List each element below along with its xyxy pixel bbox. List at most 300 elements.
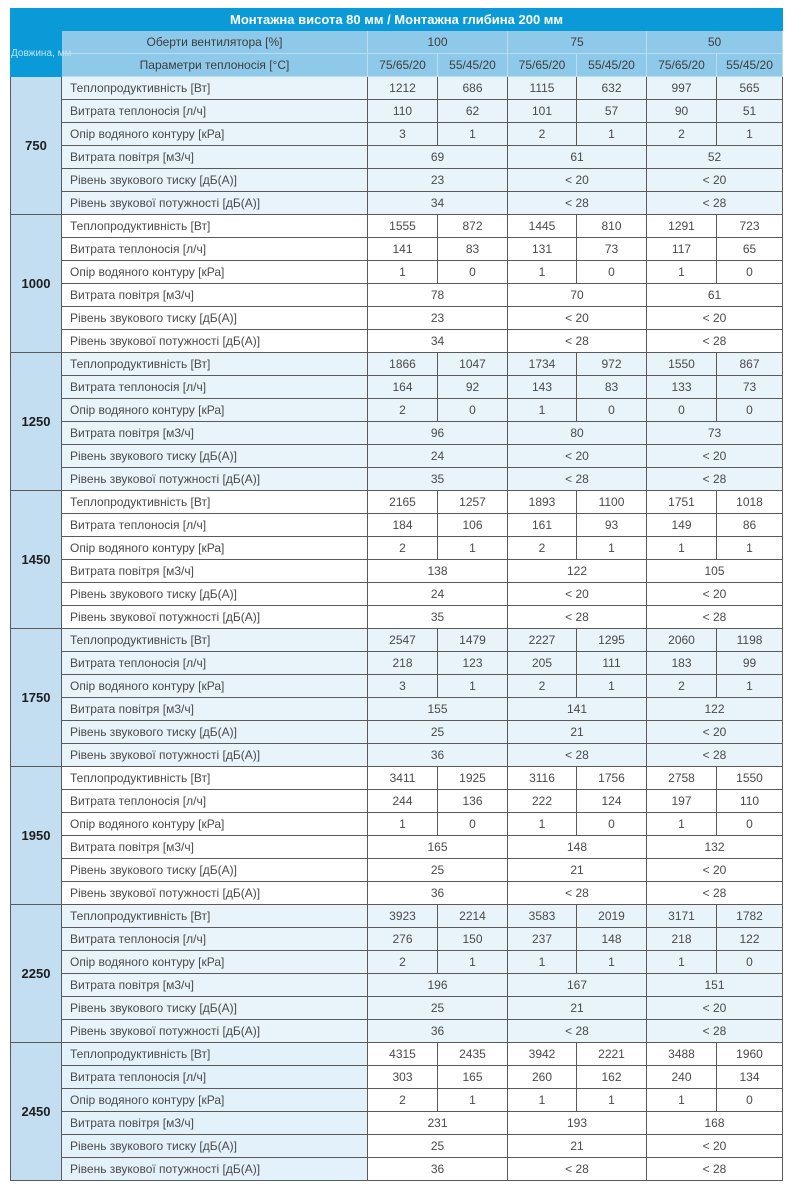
- table-row: [11, 1020, 783, 1043]
- value-cell: 25: [368, 1135, 508, 1158]
- parameter-label: Витрата повітря [м3/ч]: [62, 1112, 368, 1135]
- value-cell: 1: [438, 537, 508, 560]
- value-cell: 0: [438, 813, 508, 836]
- parameter-label: Рівень звукового тиску [дБ(А)]: [62, 1135, 368, 1158]
- value-cell: 872: [438, 215, 508, 238]
- value-cell: 1: [368, 813, 438, 836]
- coolant-param: 75/65/20: [368, 54, 438, 77]
- value-cell: 25: [368, 997, 508, 1020]
- value-cell: 1: [577, 1089, 647, 1112]
- value-cell: 106: [438, 514, 508, 537]
- table-row: [11, 675, 783, 698]
- value-cell: 1: [647, 261, 717, 284]
- value-cell: 164: [368, 376, 438, 399]
- value-cell: < 28: [508, 330, 647, 353]
- value-cell: 1: [647, 813, 717, 836]
- parameter-label: Опір водяного контуру [кРа]: [62, 813, 368, 836]
- value-cell: < 20: [508, 583, 647, 606]
- coolant-param: 55/45/20: [438, 54, 508, 77]
- value-cell: 1445: [508, 215, 577, 238]
- table-row: [11, 698, 783, 721]
- value-cell: 105: [647, 560, 783, 583]
- value-cell: 122: [647, 698, 783, 721]
- parameter-label: Теплопродуктивність [Вт]: [62, 767, 368, 790]
- value-cell: 1: [438, 123, 508, 146]
- fan-speed-header-row: [11, 31, 783, 54]
- table-row: [11, 928, 783, 951]
- value-cell: < 20: [647, 859, 783, 882]
- parameter-label: Рівень звукового тиску [дБ(А)]: [62, 445, 368, 468]
- parameter-label: Витрата повітря [м3/ч]: [62, 836, 368, 859]
- table-row: [11, 629, 783, 652]
- table-row: [11, 1112, 783, 1135]
- table-row: [11, 721, 783, 744]
- parameter-label: Витрата теплоносія [л/ч]: [62, 790, 368, 813]
- parameter-label: Теплопродуктивність [Вт]: [62, 491, 368, 514]
- value-cell: 36: [368, 882, 508, 905]
- length-header: [11, 31, 72, 77]
- value-cell: 93: [577, 514, 647, 537]
- parameter-label: Опір водяного контуру [кРа]: [62, 123, 368, 146]
- parameter-label: Витрата повітря [м3/ч]: [62, 284, 368, 307]
- table-row: [11, 537, 783, 560]
- parameter-label: Опір водяного контуру [кРа]: [62, 951, 368, 974]
- spec-table: [10, 8, 783, 1181]
- value-cell: 36: [368, 1158, 508, 1181]
- value-cell: 205: [508, 652, 577, 675]
- parameter-label: Витрата повітря [м3/ч]: [62, 974, 368, 997]
- value-cell: 35: [368, 468, 508, 491]
- parameter-label: Опір водяного контуру [кРа]: [62, 675, 368, 698]
- value-cell: 2: [508, 675, 577, 698]
- value-cell: 1: [368, 261, 438, 284]
- coolant-param: 55/45/20: [577, 54, 647, 77]
- value-cell: 134: [717, 1066, 783, 1089]
- value-cell: 303: [368, 1066, 438, 1089]
- table-row: [11, 261, 783, 284]
- value-cell: 244: [368, 790, 438, 813]
- value-cell: 3488: [647, 1043, 717, 1066]
- value-cell: 2: [368, 951, 438, 974]
- table-row: [11, 560, 783, 583]
- value-cell: 148: [577, 928, 647, 951]
- parameter-label: Рівень звукової потужності [дБ(А)]: [62, 744, 368, 767]
- value-cell: < 20: [508, 445, 647, 468]
- value-cell: 1479: [438, 629, 508, 652]
- parameter-label: Витрата теплоносія [л/ч]: [62, 238, 368, 261]
- value-cell: 73: [647, 422, 783, 445]
- value-cell: 2: [368, 537, 438, 560]
- table-row: [11, 1089, 783, 1112]
- value-cell: < 28: [508, 1158, 647, 1181]
- table-row: [11, 215, 783, 238]
- value-cell: 110: [368, 100, 438, 123]
- value-cell: < 28: [647, 1020, 783, 1043]
- value-cell: 73: [717, 376, 783, 399]
- value-cell: 197: [647, 790, 717, 813]
- fan-speed-100: 100: [368, 31, 508, 54]
- value-cell: 3: [368, 675, 438, 698]
- parameter-label: Теплопродуктивність [Вт]: [62, 1043, 368, 1066]
- coolant-params-label: Параметри теплоносія [°C]: [62, 54, 368, 77]
- value-cell: 117: [647, 238, 717, 261]
- value-cell: 92: [438, 376, 508, 399]
- value-cell: 686: [438, 77, 508, 100]
- value-cell: 1893: [508, 491, 577, 514]
- parameter-label: Рівень звукової потужності [дБ(А)]: [62, 468, 368, 491]
- value-cell: 1782: [717, 905, 783, 928]
- value-cell: 61: [647, 284, 783, 307]
- value-cell: 21: [508, 997, 647, 1020]
- value-cell: 0: [717, 1089, 783, 1112]
- length-value: 1000: [11, 215, 62, 353]
- title-row: [11, 9, 783, 31]
- value-cell: < 20: [508, 169, 647, 192]
- value-cell: 240: [647, 1066, 717, 1089]
- table-row: [11, 468, 783, 491]
- value-cell: 1: [508, 399, 577, 422]
- value-cell: < 28: [647, 468, 783, 491]
- value-cell: < 28: [508, 606, 647, 629]
- value-cell: 1756: [577, 767, 647, 790]
- coolant-param: 55/45/20: [717, 54, 783, 77]
- value-cell: 2: [508, 537, 577, 560]
- table-row: [11, 882, 783, 905]
- table-row: [11, 330, 783, 353]
- table-row: [11, 307, 783, 330]
- value-cell: 218: [368, 652, 438, 675]
- parameter-label: Опір водяного контуру [кРа]: [62, 261, 368, 284]
- table-row: [11, 100, 783, 123]
- fan-speed-label: Оберти вентилятора [%]: [62, 31, 368, 54]
- parameter-label: Витрата повітря [м3/ч]: [62, 422, 368, 445]
- value-cell: 132: [647, 836, 783, 859]
- value-cell: 2: [647, 675, 717, 698]
- value-cell: 2547: [368, 629, 438, 652]
- parameter-label: Витрата теплоносія [л/ч]: [62, 100, 368, 123]
- table-row: [11, 445, 783, 468]
- value-cell: 57: [577, 100, 647, 123]
- value-cell: 1: [577, 123, 647, 146]
- value-cell: < 20: [647, 169, 783, 192]
- value-cell: 2060: [647, 629, 717, 652]
- table-row: [11, 974, 783, 997]
- value-cell: 124: [577, 790, 647, 813]
- value-cell: 0: [717, 261, 783, 284]
- value-cell: 723: [717, 215, 783, 238]
- value-cell: 565: [717, 77, 783, 100]
- parameter-label: Опір водяного контуру [кРа]: [62, 399, 368, 422]
- value-cell: 78: [368, 284, 508, 307]
- value-cell: 1: [647, 1089, 717, 1112]
- parameter-label: Витрата теплоносія [л/ч]: [62, 928, 368, 951]
- value-cell: 1: [508, 813, 577, 836]
- value-cell: 21: [508, 1135, 647, 1158]
- value-cell: 1: [717, 537, 783, 560]
- value-cell: 21: [508, 859, 647, 882]
- value-cell: 1751: [647, 491, 717, 514]
- value-cell: 136: [438, 790, 508, 813]
- parameter-label: Теплопродуктивність [Вт]: [62, 905, 368, 928]
- value-cell: 2227: [508, 629, 577, 652]
- value-cell: 1100: [577, 491, 647, 514]
- value-cell: 0: [577, 399, 647, 422]
- value-cell: 997: [647, 77, 717, 100]
- value-cell: 96: [368, 422, 508, 445]
- value-cell: 83: [577, 376, 647, 399]
- value-cell: 141: [368, 238, 438, 261]
- value-cell: 62: [438, 100, 508, 123]
- length-value: 2250: [11, 905, 62, 1043]
- parameter-label: Витрата теплоносія [л/ч]: [62, 1066, 368, 1089]
- table-row: [11, 606, 783, 629]
- parameter-label: Рівень звукового тиску [дБ(А)]: [62, 583, 368, 606]
- value-cell: < 20: [647, 721, 783, 744]
- value-cell: 260: [508, 1066, 577, 1089]
- value-cell: 25: [368, 859, 508, 882]
- value-cell: 1: [438, 1089, 508, 1112]
- table-row: [11, 284, 783, 307]
- table-row: [11, 859, 783, 882]
- value-cell: 61: [508, 146, 647, 169]
- value-cell: 1: [717, 123, 783, 146]
- value-cell: 1: [438, 951, 508, 974]
- value-cell: 1960: [717, 1043, 783, 1066]
- value-cell: 0: [717, 813, 783, 836]
- value-cell: 3: [368, 123, 438, 146]
- value-cell: 2221: [577, 1043, 647, 1066]
- value-cell: 90: [647, 100, 717, 123]
- value-cell: 162: [577, 1066, 647, 1089]
- parameter-label: Рівень звукового тиску [дБ(А)]: [62, 169, 368, 192]
- value-cell: 1257: [438, 491, 508, 514]
- value-cell: 99: [717, 652, 783, 675]
- value-cell: 1: [438, 675, 508, 698]
- value-cell: 1047: [438, 353, 508, 376]
- value-cell: 24: [368, 583, 508, 606]
- value-cell: 2165: [368, 491, 438, 514]
- value-cell: < 28: [508, 744, 647, 767]
- value-cell: 138: [368, 560, 508, 583]
- value-cell: < 28: [508, 882, 647, 905]
- value-cell: 1: [647, 951, 717, 974]
- value-cell: < 28: [508, 1020, 647, 1043]
- parameter-label: Витрата теплоносія [л/ч]: [62, 652, 368, 675]
- value-cell: 110: [717, 790, 783, 813]
- length-value: 750: [11, 77, 62, 215]
- parameter-label: Теплопродуктивність [Вт]: [62, 215, 368, 238]
- length-value: 2450: [11, 1043, 62, 1181]
- value-cell: 3171: [647, 905, 717, 928]
- length-value: 1950: [11, 767, 62, 905]
- value-cell: 1295: [577, 629, 647, 652]
- value-cell: 1115: [508, 77, 577, 100]
- value-cell: 1: [508, 951, 577, 974]
- coolant-param: 75/65/20: [508, 54, 577, 77]
- parameter-label: Витрата повітря [м3/ч]: [62, 560, 368, 583]
- table-row: [11, 192, 783, 215]
- value-cell: < 20: [647, 445, 783, 468]
- value-cell: 21: [508, 721, 647, 744]
- value-cell: 34: [368, 330, 508, 353]
- value-cell: 0: [438, 261, 508, 284]
- value-cell: < 20: [647, 583, 783, 606]
- value-cell: 65: [717, 238, 783, 261]
- table-row: [11, 1135, 783, 1158]
- value-cell: 155: [368, 698, 508, 721]
- parameter-label: Витрата теплоносія [л/ч]: [62, 376, 368, 399]
- value-cell: 183: [647, 652, 717, 675]
- value-cell: 141: [508, 698, 647, 721]
- value-cell: 1212: [368, 77, 438, 100]
- value-cell: 0: [717, 399, 783, 422]
- value-cell: 1198: [717, 629, 783, 652]
- parameter-label: Рівень звукового тиску [дБ(А)]: [62, 721, 368, 744]
- value-cell: 35: [368, 606, 508, 629]
- table-row: [11, 652, 783, 675]
- value-cell: 867: [717, 353, 783, 376]
- table-row: [11, 583, 783, 606]
- table-row: [11, 1066, 783, 1089]
- value-cell: 0: [647, 399, 717, 422]
- value-cell: 25: [368, 721, 508, 744]
- parameter-label: Рівень звукової потужності [дБ(А)]: [62, 1158, 368, 1181]
- length-value: 1250: [11, 353, 62, 491]
- value-cell: 0: [438, 399, 508, 422]
- value-cell: 810: [577, 215, 647, 238]
- parameter-label: Витрата теплоносія [л/ч]: [62, 514, 368, 537]
- table-row: [11, 836, 783, 859]
- table-row: [11, 169, 783, 192]
- value-cell: 3411: [368, 767, 438, 790]
- table-row: [11, 491, 783, 514]
- value-cell: 52: [647, 146, 783, 169]
- value-cell: 2758: [647, 767, 717, 790]
- table-title: Монтажна висота 80 мм / Монтажна глибина 200 мм: [11, 9, 783, 31]
- length-value: 1750: [11, 629, 62, 767]
- value-cell: 1: [577, 537, 647, 560]
- parameter-label: Теплопродуктивність [Вт]: [62, 77, 368, 100]
- value-cell: 123: [438, 652, 508, 675]
- value-cell: 168: [647, 1112, 783, 1135]
- value-cell: 196: [368, 974, 508, 997]
- table-row: [11, 123, 783, 146]
- parameter-label: Рівень звукової потужності [дБ(А)]: [62, 330, 368, 353]
- value-cell: 122: [508, 560, 647, 583]
- value-cell: 2: [647, 123, 717, 146]
- coolant-param: 75/65/20: [647, 54, 717, 77]
- value-cell: 1: [577, 675, 647, 698]
- table-row: [11, 376, 783, 399]
- value-cell: 3116: [508, 767, 577, 790]
- value-cell: 131: [508, 238, 577, 261]
- value-cell: < 20: [647, 1135, 783, 1158]
- parameter-label: Рівень звукової потужності [дБ(А)]: [62, 606, 368, 629]
- value-cell: < 28: [508, 192, 647, 215]
- value-cell: 0: [717, 951, 783, 974]
- value-cell: < 28: [647, 744, 783, 767]
- value-cell: 101: [508, 100, 577, 123]
- table-row: [11, 790, 783, 813]
- value-cell: 143: [508, 376, 577, 399]
- table-row: [11, 1158, 783, 1181]
- value-cell: 1555: [368, 215, 438, 238]
- value-cell: 111: [577, 652, 647, 675]
- value-cell: 150: [438, 928, 508, 951]
- table-row: [11, 1043, 783, 1066]
- value-cell: 1291: [647, 215, 717, 238]
- parameter-label: Рівень звукового тиску [дБ(А)]: [62, 997, 368, 1020]
- value-cell: 1734: [508, 353, 577, 376]
- value-cell: 36: [368, 1020, 508, 1043]
- value-cell: 149: [647, 514, 717, 537]
- value-cell: 122: [717, 928, 783, 951]
- value-cell: 237: [508, 928, 577, 951]
- value-cell: < 28: [647, 192, 783, 215]
- value-cell: 1550: [647, 353, 717, 376]
- value-cell: 222: [508, 790, 577, 813]
- table-row: [11, 353, 783, 376]
- value-cell: 184: [368, 514, 438, 537]
- table-row: [11, 744, 783, 767]
- table-row: [11, 146, 783, 169]
- value-cell: 167: [508, 974, 647, 997]
- value-cell: 218: [647, 928, 717, 951]
- value-cell: 2: [508, 123, 577, 146]
- parameter-label: Рівень звукового тиску [дБ(А)]: [62, 307, 368, 330]
- table-row: [11, 951, 783, 974]
- value-cell: 133: [647, 376, 717, 399]
- value-cell: 0: [577, 261, 647, 284]
- value-cell: 161: [508, 514, 577, 537]
- parameter-label: Теплопродуктивність [Вт]: [62, 629, 368, 652]
- value-cell: 83: [438, 238, 508, 261]
- value-cell: 4315: [368, 1043, 438, 1066]
- table-row: [11, 238, 783, 261]
- value-cell: < 20: [647, 997, 783, 1020]
- value-cell: 70: [508, 284, 647, 307]
- value-cell: < 28: [647, 606, 783, 629]
- value-cell: 165: [438, 1066, 508, 1089]
- value-cell: 86: [717, 514, 783, 537]
- value-cell: 1: [508, 261, 577, 284]
- value-cell: 148: [508, 836, 647, 859]
- value-cell: < 20: [508, 307, 647, 330]
- value-cell: 151: [647, 974, 783, 997]
- value-cell: 51: [717, 100, 783, 123]
- table-row: [11, 77, 783, 100]
- table-row: [11, 767, 783, 790]
- value-cell: < 28: [647, 330, 783, 353]
- parameter-label: Рівень звукової потужності [дБ(А)]: [62, 192, 368, 215]
- value-cell: 1: [577, 951, 647, 974]
- value-cell: 3942: [508, 1043, 577, 1066]
- parameter-label: Рівень звукового тиску [дБ(А)]: [62, 859, 368, 882]
- value-cell: 1: [717, 675, 783, 698]
- value-cell: 165: [368, 836, 508, 859]
- table-row: [11, 514, 783, 537]
- coolant-params-header-row: [11, 54, 783, 77]
- value-cell: 2435: [438, 1043, 508, 1066]
- table-row: [11, 997, 783, 1020]
- value-cell: 80: [508, 422, 647, 445]
- parameter-label: Опір водяного контуру [кРа]: [62, 1089, 368, 1112]
- value-cell: 69: [368, 146, 508, 169]
- value-cell: 2: [368, 399, 438, 422]
- value-cell: < 28: [647, 882, 783, 905]
- value-cell: 1925: [438, 767, 508, 790]
- table-row: [11, 905, 783, 928]
